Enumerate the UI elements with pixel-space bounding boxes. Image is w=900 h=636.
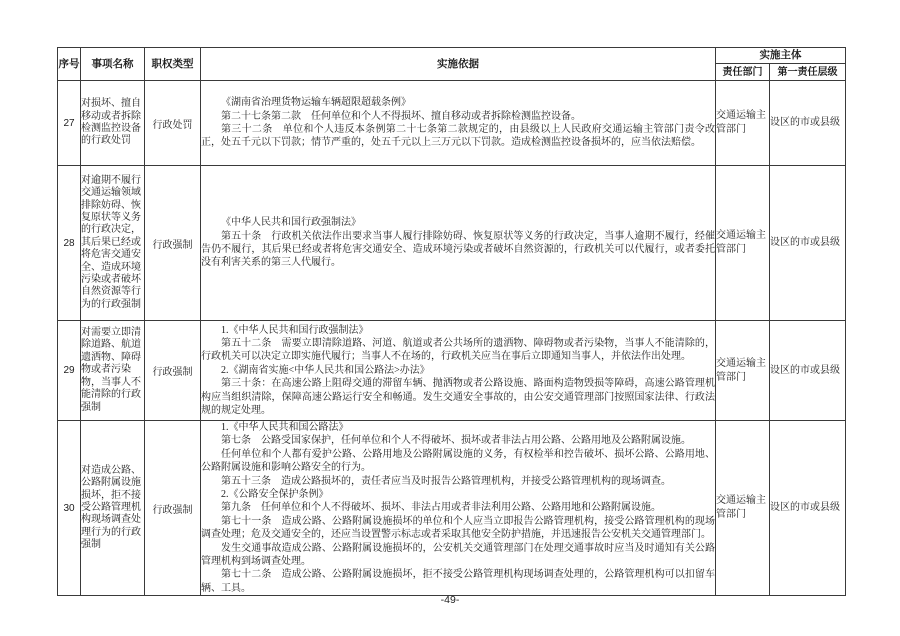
responsible-department: 交通运输主管部门 xyxy=(716,421,770,596)
header-implementation-subject: 实施主体 xyxy=(716,48,846,64)
row-number: 30 xyxy=(58,421,81,596)
authority-type: 行政强制 xyxy=(145,166,201,321)
basis-paragraph: 第七十一条 造成公路、公路附属设施损坏的单位和个人应当立即报告公路管理机构，接受公路管理机构的现场调查处理；危及交通安全的，还应当设置警示标志或者采取其他安全防护措施，并迅速报告公安机关交通管理部门。 xyxy=(201,515,715,541)
item-name: 对需要立即清除道路、航道遗洒物、障碍物或者污染物，当事人不能清除的行政强制 xyxy=(81,321,145,421)
basis-paragraph: 发生交通事故造成公路、公路附属设施损坏的，公安机关交通管理部门在处理交通事故时应当及时通知有关公路管理机构到场调查处理。 xyxy=(201,542,715,568)
item-name: 对损坏、擅自移动或者拆除检测监控设备的行政处罚 xyxy=(81,81,145,166)
page-number: -49- xyxy=(440,594,460,606)
header-implementation-basis: 实施依据 xyxy=(201,48,716,81)
basis-paragraph: 1.《中华人民共和国公路法》 xyxy=(221,422,349,433)
basis-paragraph: 第七条 公路受国家保护，任何单位和个人不得破坏、损坏或者非法占用公路、公路用地及公路附属设施。 xyxy=(221,435,691,447)
responsibility-level: 设区的市或县级 xyxy=(770,166,846,321)
authority-type: 行政处罚 xyxy=(145,81,201,166)
responsibility-level: 设区的市或县级 xyxy=(770,321,846,421)
table-body xyxy=(58,81,846,596)
basis-paragraph: 2.《湖南省实施<中华人民共和国公路法>办法》 xyxy=(221,364,430,376)
responsible-department: 交通运输主管部门 xyxy=(716,81,770,166)
responsible-department: 交通运输主管部门 xyxy=(716,166,770,321)
basis-paragraph: 《湖南省治理货物运输车辆超限超载条例》 xyxy=(221,97,411,109)
basis-paragraph: 第五十条 行政机关依法作出要求当事人履行排除妨碍、恢复原状等义务的行政决定，当事人逾期不履行，经催告仍不履行，其后果已经或者将危害交通安全、造成环境污染或者破坏自然资源的，行政机关可以代履行，或者委托没有利害关系的第三人代履行。 xyxy=(201,230,715,269)
authority-type: 行政强制 xyxy=(145,421,201,596)
basis-paragraph: 第三十二条 单位和个人违反本条例第二十七条第二款规定的，由县级以上人民政府交通运输主管部门责令改正，处五千元以下罚款；情节严重的，处五千元以上三万元以下罚款。造成检测监控设备损坏的，应当依法赔偿。 xyxy=(201,124,715,149)
implementation-basis xyxy=(201,166,716,321)
basis-paragraph: 第五十二条 需要立即清除道路、河道、航道或者公共场所的遗洒物、障碍物或者污染物，当事人不能清除的，行政机关可以决定立即实施代履行；当事人不在场的，行政机关应当在事后立即通知当事人，并依法作出处理。 xyxy=(201,337,715,363)
table-header xyxy=(58,48,846,81)
row-number: 29 xyxy=(58,321,81,421)
basis-paragraph: 第三十条：在高速公路上阻碍交通的滞留车辆、抛洒物或者公路设施、路面构造物毁损等障碍，高速公路管理机构应当组织清除，保障高速公路运行安全和畅通。发生交通安全事故的，由公安交通管理部门按照国家法律、行政法规的规定处理。 xyxy=(201,378,715,417)
basis-paragraph: 《中华人民共和国行政强制法》 xyxy=(221,217,361,229)
row-number: 28 xyxy=(58,166,81,321)
header-responsible-department: 责任部门 xyxy=(716,64,770,81)
authority-type: 行政强制 xyxy=(145,321,201,421)
header-item-name: 事项名称 xyxy=(81,48,145,81)
basis-paragraph: 第七十二条 造成公路、公路附属设施损坏，拒不接受公路管理机构现场调查处理的，公路管理机构可以扣留车辆、工具。 xyxy=(201,569,715,594)
basis-paragraph: 第二十七条第二款 任何单位和个人不得损坏、擅自移动或者拆除检测监控设备。 xyxy=(221,110,581,122)
basis-paragraph: 1.《中华人民共和国行政强制法》 xyxy=(221,324,369,336)
implementation-basis xyxy=(201,321,716,421)
row-number: 27 xyxy=(58,81,81,166)
table-row-27 xyxy=(58,81,846,166)
header-authority-type: 职权类型 xyxy=(145,48,201,81)
responsibility-level: 设区的市或县级 xyxy=(770,81,846,166)
basis-paragraph: 任何单位和个人都有爱护公路、公路用地及公路附属设施的义务，有权检举和控告破坏、损坏公路、公路用地、公路附属设施和影响公路安全的行为。 xyxy=(201,448,715,474)
implementation-basis xyxy=(201,421,716,596)
item-name: 对逾期不履行交通运输领域排除妨碍、恢复原状等义务的行政决定，其后果已经或将危害交通安全、造成环境污染或者破坏自然资源等行为的行政强制 xyxy=(81,166,145,321)
basis-paragraph: 2.《公路安全保护条例》 xyxy=(221,489,329,501)
table-row-30 xyxy=(58,421,846,596)
table-row-29 xyxy=(58,321,846,421)
table-row-28 xyxy=(58,166,846,321)
basis-paragraph: 第九条 任何单位和个人不得破坏、损坏、非法占用或者非法利用公路、公路用地和公路附属设施。 xyxy=(221,502,661,514)
header-seq-no: 序号 xyxy=(58,48,81,81)
responsible-department: 交通运输主管部门 xyxy=(716,321,770,421)
power-responsibility-table xyxy=(57,47,846,596)
implementation-basis xyxy=(201,81,716,166)
header-first-responsibility-level: 第一责任层级 xyxy=(770,64,846,81)
item-name: 对造成公路、公路附属设施损坏，拒不接受公路管理机构现场调查处理行为的行政强制 xyxy=(81,421,145,596)
basis-paragraph: 第五十三条 造成公路损坏的，责任者应当及时报告公路管理机构，并接受公路管理机构的现场调查。 xyxy=(221,475,671,487)
responsibility-level: 设区的市或县级 xyxy=(770,421,846,596)
